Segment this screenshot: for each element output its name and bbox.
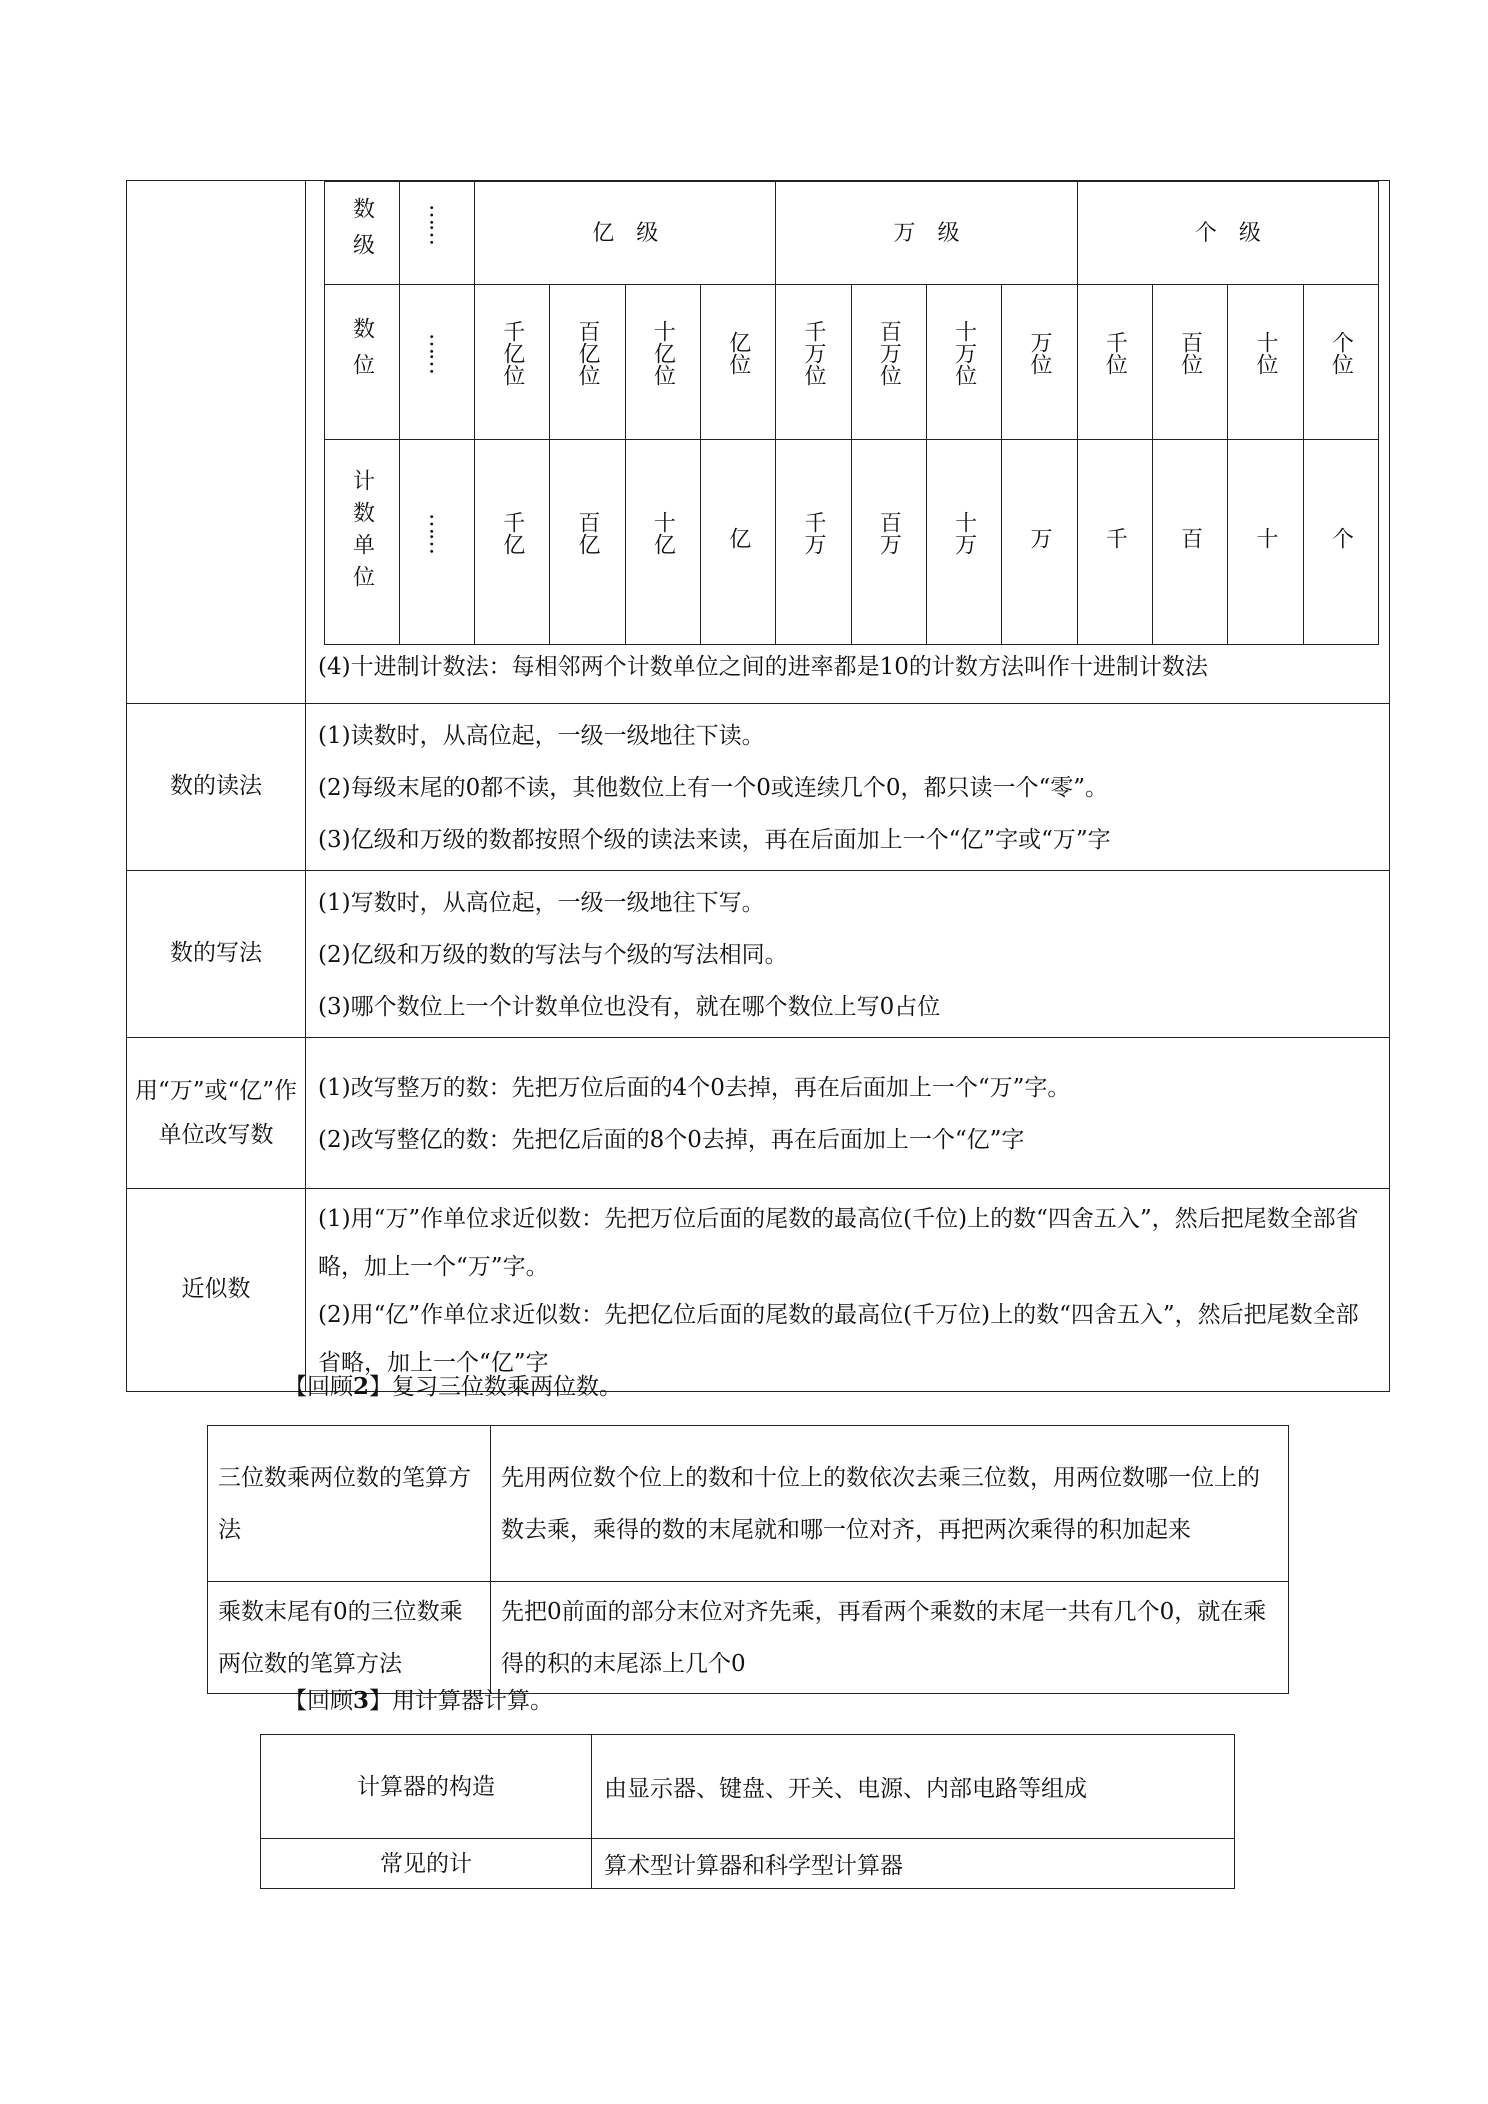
rule-line: (3)亿级和万级的数都按照个级的读法来读，再在后面加上一个“亿”字或“万”字 (318, 827, 1111, 853)
place-cell: 十万位 (927, 285, 1002, 440)
place-cell: 百位 (1153, 285, 1228, 440)
approximation-row (127, 1189, 1390, 1392)
method-row (208, 1426, 1289, 1582)
place-row-label: 数位 (325, 285, 400, 440)
knowledge-table (126, 180, 1390, 1392)
unit-cell: 千亿 (475, 440, 550, 645)
multiplication-table (207, 1425, 1289, 1694)
row-content (306, 871, 1390, 1038)
place-cell: 千位 (1077, 285, 1152, 440)
level-row-label: 数级 (325, 182, 400, 285)
ellipsis-cell: …… (400, 182, 475, 285)
rule-line: (2)用“亿”作单位求近似数：先把亿位后面的尾数的最高位(千万位)上的数“四舍五入”，然后把尾数全部省略，加上一个“亿”字 (318, 1302, 1359, 1376)
level-wan: 万 级 (776, 182, 1077, 285)
zero-method-row (208, 1582, 1289, 1694)
level-ge: 个 级 (1077, 182, 1378, 285)
unit-cell: 个 (1303, 440, 1378, 645)
rule-line: (1)写数时，从高位起，一级一级地往下写。 (318, 890, 765, 916)
types-text: 算术型计算器和科学型计算器 (592, 1839, 1235, 1889)
unit-cell: 百万 (851, 440, 926, 645)
unit-cell: 十亿 (625, 440, 700, 645)
structure-row (261, 1735, 1235, 1839)
zero-method-text: 先把0前面的部分末位对齐先乘，再看两个乘数的末尾一共有几个0，就在乘得的积的末尾添上几个0 (491, 1582, 1289, 1694)
row-content (306, 1038, 1390, 1189)
place-cell: 个位 (1303, 285, 1378, 440)
unit-cell: 千 (1077, 440, 1152, 645)
level-row (325, 182, 1379, 285)
rule-line: (1)改写整万的数：先把万位后面的4个0去掉，再在后面加上一个“万”字。 (318, 1075, 1071, 1101)
place-value-row (127, 181, 1390, 704)
rule-line: (1)读数时，从高位起，一级一级地往下读。 (318, 723, 765, 749)
rule-line: (2)亿级和万级的数的写法与个级的写法相同。 (318, 942, 788, 968)
unit-cell: 十万 (927, 440, 1002, 645)
method-text: 先用两位数个位上的数和十位上的数依次去乘三位数，用两位数哪一位上的数去乘，乘得的数的末尾就和哪一位对齐，再把两次乘得的积加起来 (491, 1426, 1289, 1582)
decimal-system-note: (4)十进制计数法：每相邻两个计数单位之间的进率都是10的计数方法叫作十进制计数法 (318, 654, 1208, 680)
rule-line: (1)用“万”作单位求近似数：先把万位后面的尾数的最高位(千位)上的数“四舍五入”，然后把尾数全部省略，加上一个“万”字。 (318, 1206, 1359, 1280)
rule-line: (2)改写整亿的数：先把亿后面的8个0去掉，再在后面加上一个“亿”字 (318, 1127, 1025, 1153)
structure-text: 由显示器、键盘、开关、电源、内部电路等组成 (592, 1735, 1235, 1839)
review-3-heading: 【回顾3】用计算器计算。 (284, 1687, 554, 1714)
unit-cell: 亿 (701, 440, 776, 645)
row-label: 用“万”或“亿”作单位改写数 (127, 1038, 306, 1189)
types-row (261, 1839, 1235, 1889)
unit-cell: 百亿 (550, 440, 625, 645)
unit-cell: 十 (1228, 440, 1303, 645)
place-cell: 百万位 (851, 285, 926, 440)
place-cell: 亿位 (701, 285, 776, 440)
unit-row-label: 计数单位 (325, 440, 400, 645)
place-value-cell (306, 181, 1390, 704)
place-row (325, 285, 1379, 440)
place-cell: 十亿位 (625, 285, 700, 440)
zero-method-label: 乘数末尾有0的三位数乘两位数的笔算方法 (208, 1582, 491, 1694)
unit-cell: 万 (1002, 440, 1077, 645)
place-cell: 千亿位 (475, 285, 550, 440)
unit-cell: 千万 (776, 440, 851, 645)
unit-cell: 百 (1153, 440, 1228, 645)
ellipsis-cell: …… (400, 440, 475, 645)
place-value-table (324, 181, 1379, 645)
row-content (306, 704, 1390, 871)
level-yi: 亿 级 (475, 182, 776, 285)
reading-row (127, 704, 1390, 871)
empty-label-cell (127, 181, 306, 704)
place-cell: 千万位 (776, 285, 851, 440)
unit-row (325, 440, 1379, 645)
rule-line: (3)哪个数位上一个计数单位也没有，就在哪个数位上写0占位 (318, 994, 941, 1020)
place-cell: 十位 (1228, 285, 1303, 440)
calculator-table (260, 1734, 1235, 1889)
rule-line: (2)每级末尾的0都不读，其他数位上有一个0或连续几个0，都只读一个“零”。 (318, 775, 1109, 801)
row-content (306, 1189, 1390, 1392)
row-label: 数的写法 (127, 871, 306, 1038)
review-2-heading: 【回顾2】复习三位数乘两位数。 (284, 1373, 623, 1400)
rewrite-row (127, 1038, 1390, 1189)
place-cell: 百亿位 (550, 285, 625, 440)
writing-row (127, 871, 1390, 1038)
method-label: 三位数乘两位数的笔算方法 (208, 1426, 491, 1582)
row-label: 数的读法 (127, 704, 306, 871)
structure-label: 计算器的构造 (261, 1735, 592, 1839)
ellipsis-cell: …… (400, 285, 475, 440)
row-label: 近似数 (127, 1189, 306, 1392)
place-cell: 万位 (1002, 285, 1077, 440)
types-label: 常见的计 (261, 1839, 592, 1889)
